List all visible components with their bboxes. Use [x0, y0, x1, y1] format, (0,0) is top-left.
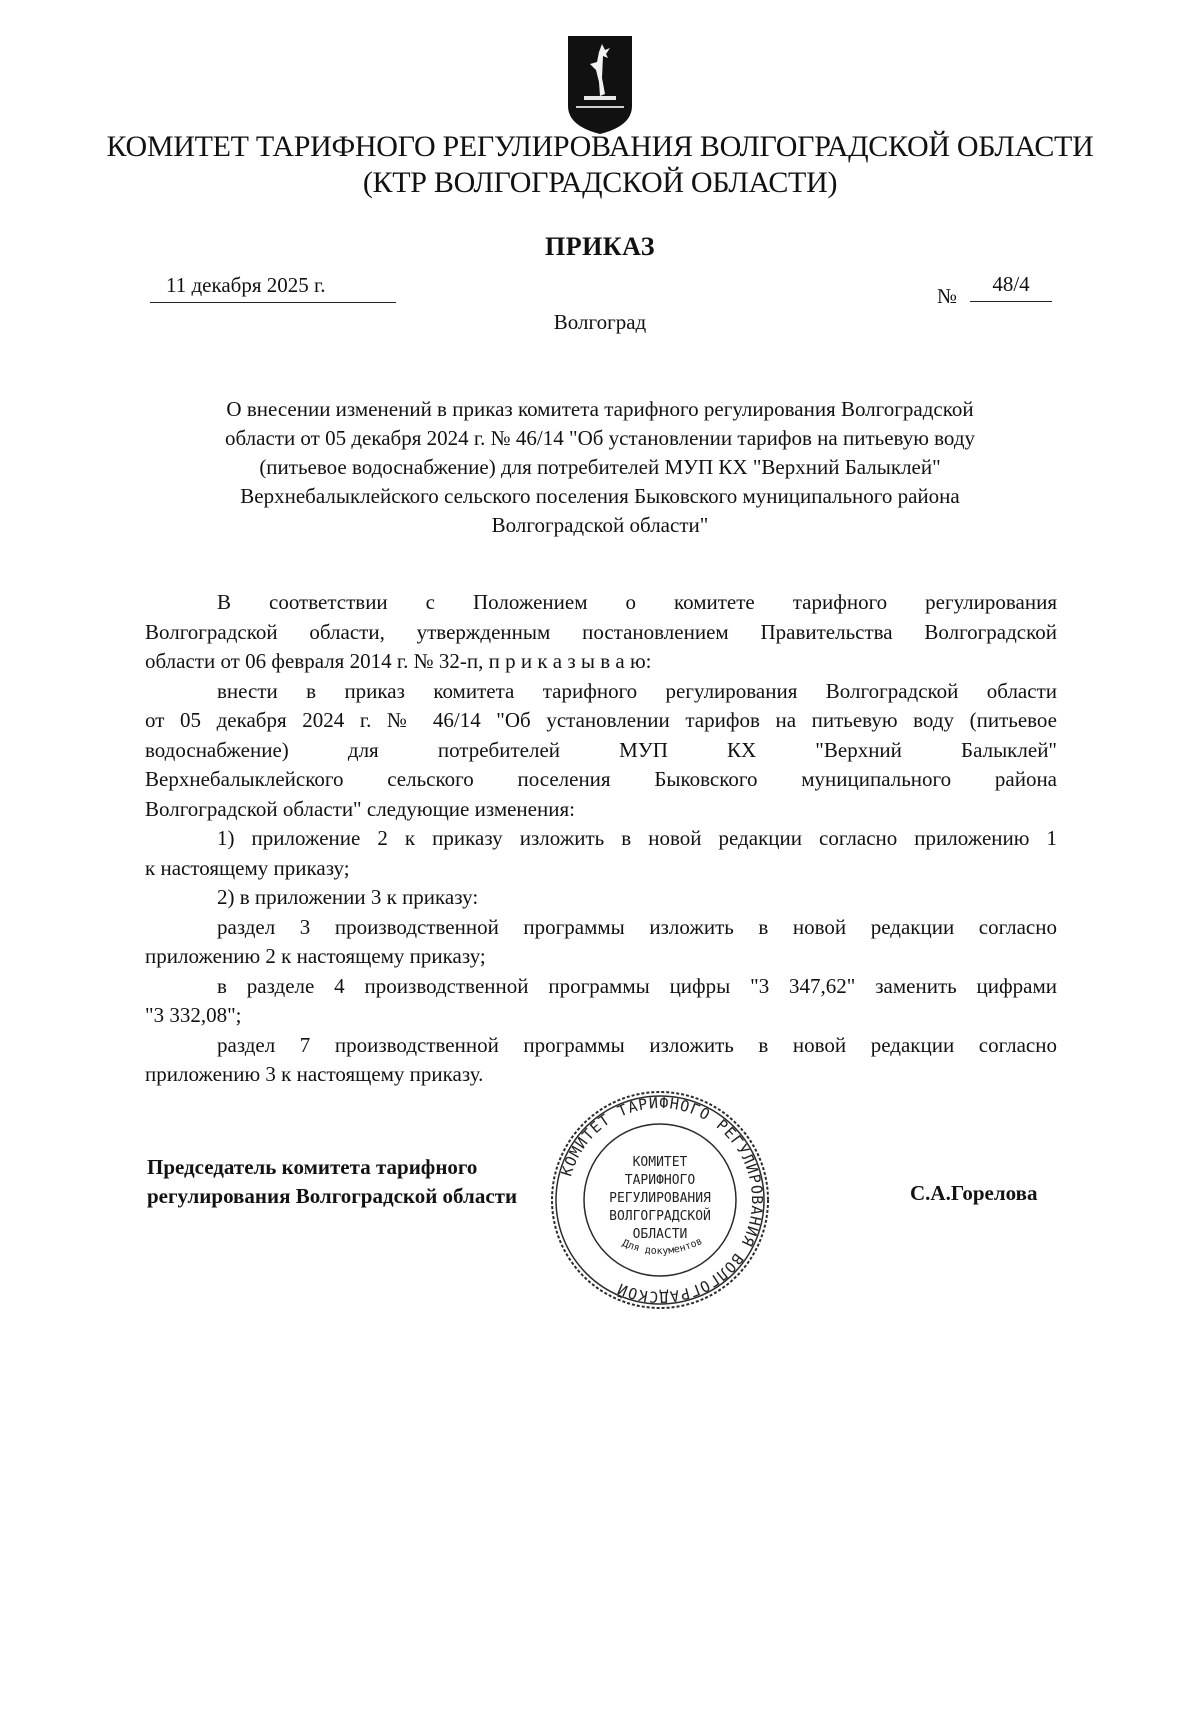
order-number: 48/4: [970, 272, 1052, 302]
subject-line: (питьевое водоснабжение) для потребителей МУП КХ "Верхний Балыклей": [259, 455, 941, 479]
order-city: Волгоград: [553, 310, 647, 334]
body-line: Верхнебалыклейского сельского поселения Быковского муниципального района: [145, 767, 1057, 791]
stamp-inner-line: ОБЛАСТИ: [632, 1227, 688, 1242]
number-sign: №: [937, 284, 958, 308]
signer-position: [147, 1153, 517, 1211]
committee-name: КОМИТЕТ ТАРИФНОГО РЕГУЛИРОВАНИЯ ВОЛГОГРАДСКОЙ ОБЛАСТИ: [106, 130, 1094, 163]
body-line: к настоящему приказу;: [145, 855, 350, 880]
stamp-inner-line: ТАРИФНОГО: [624, 1173, 696, 1188]
stamp-inner-line: ВОЛГОГРАДСКОЙ: [609, 1209, 711, 1224]
body-line: внести в приказ комитета тарифного регулирования Волгоградской области: [217, 678, 1057, 703]
body-line: 2) в приложении 3 к приказу:: [217, 885, 479, 909]
stamp-inner-line: КОМИТЕТ: [632, 1155, 688, 1170]
body-line: раздел 7 производственной программы изложить в новой редакции согласно: [217, 1032, 1057, 1057]
stamp-inner-line: РЕГУЛИРОВАНИЯ: [609, 1191, 711, 1206]
order-date: 11 декабря 2025 г.: [150, 273, 396, 303]
body-line: Волгоградской области" следующие изменения:: [145, 796, 575, 821]
body-line: от 05 декабря 2024 г. № 46/14 "Об установлении тарифов на питьевую воду (питьевое: [145, 708, 1057, 732]
stamp-bottom-text: Для документов: [620, 1235, 705, 1258]
body-line: водоснабжение) для потребителей МУП КХ "Верхний Балыклей": [145, 737, 1057, 762]
stamp-outer-text: КОМИТЕТ ТАРИФНОГО РЕГУЛИРОВАНИЯ ВОЛГОГРАДСКОЙ: [557, 1093, 767, 1307]
signer-name: С.А.Горелова: [910, 1181, 1038, 1205]
subject-line: О внесении изменений в приказ комитета тарифного регулирования Волгоградской: [226, 397, 974, 421]
signer-position-line: регулирования Волгоградской области: [147, 1184, 518, 1208]
volgograd-emblem-icon: [566, 34, 634, 136]
order-subject: [150, 395, 1050, 540]
body-line: в разделе 4 производственной программы цифры "3 347,62" заменить цифрами: [217, 973, 1057, 998]
body-line: раздел 3 производственной программы изложить в новой редакции согласно: [217, 914, 1057, 939]
signer-position-line: Председатель комитета тарифного: [147, 1155, 478, 1179]
committee-abbreviation: (КТР ВОЛГОГРАДСКОЙ ОБЛАСТИ): [362, 166, 838, 199]
body-line: 1) приложение 2 к приказу изложить в новой редакции согласно приложению 1: [217, 826, 1057, 850]
subject-line: Верхнебалыклейского сельского поселения Быковского муниципального района: [240, 484, 960, 508]
body-line: "3 332,08";: [145, 1003, 242, 1027]
subject-line: области от 05 декабря 2024 г. № 46/14 "Об установлении тарифов на питьевую воду: [224, 426, 976, 450]
body-line: приложению 3 к настоящему приказу.: [145, 1062, 484, 1086]
body-line: приложению 2 к настоящему приказу;: [145, 944, 486, 968]
order-body: [145, 588, 1057, 1090]
body-line: В соответствии с Положением о комитете тарифного регулирования: [217, 590, 1057, 614]
official-stamp: [548, 1088, 772, 1312]
subject-line: Волгоградской области": [491, 513, 709, 537]
body-line: области от 06 февраля 2014 г. № 32-п, п р и к а з ы в а ю:: [145, 649, 652, 673]
body-line: Волгоградской области, утвержденным постановлением Правительства Волгоградской: [145, 619, 1057, 644]
document-type-title: ПРИКАЗ: [544, 232, 656, 261]
